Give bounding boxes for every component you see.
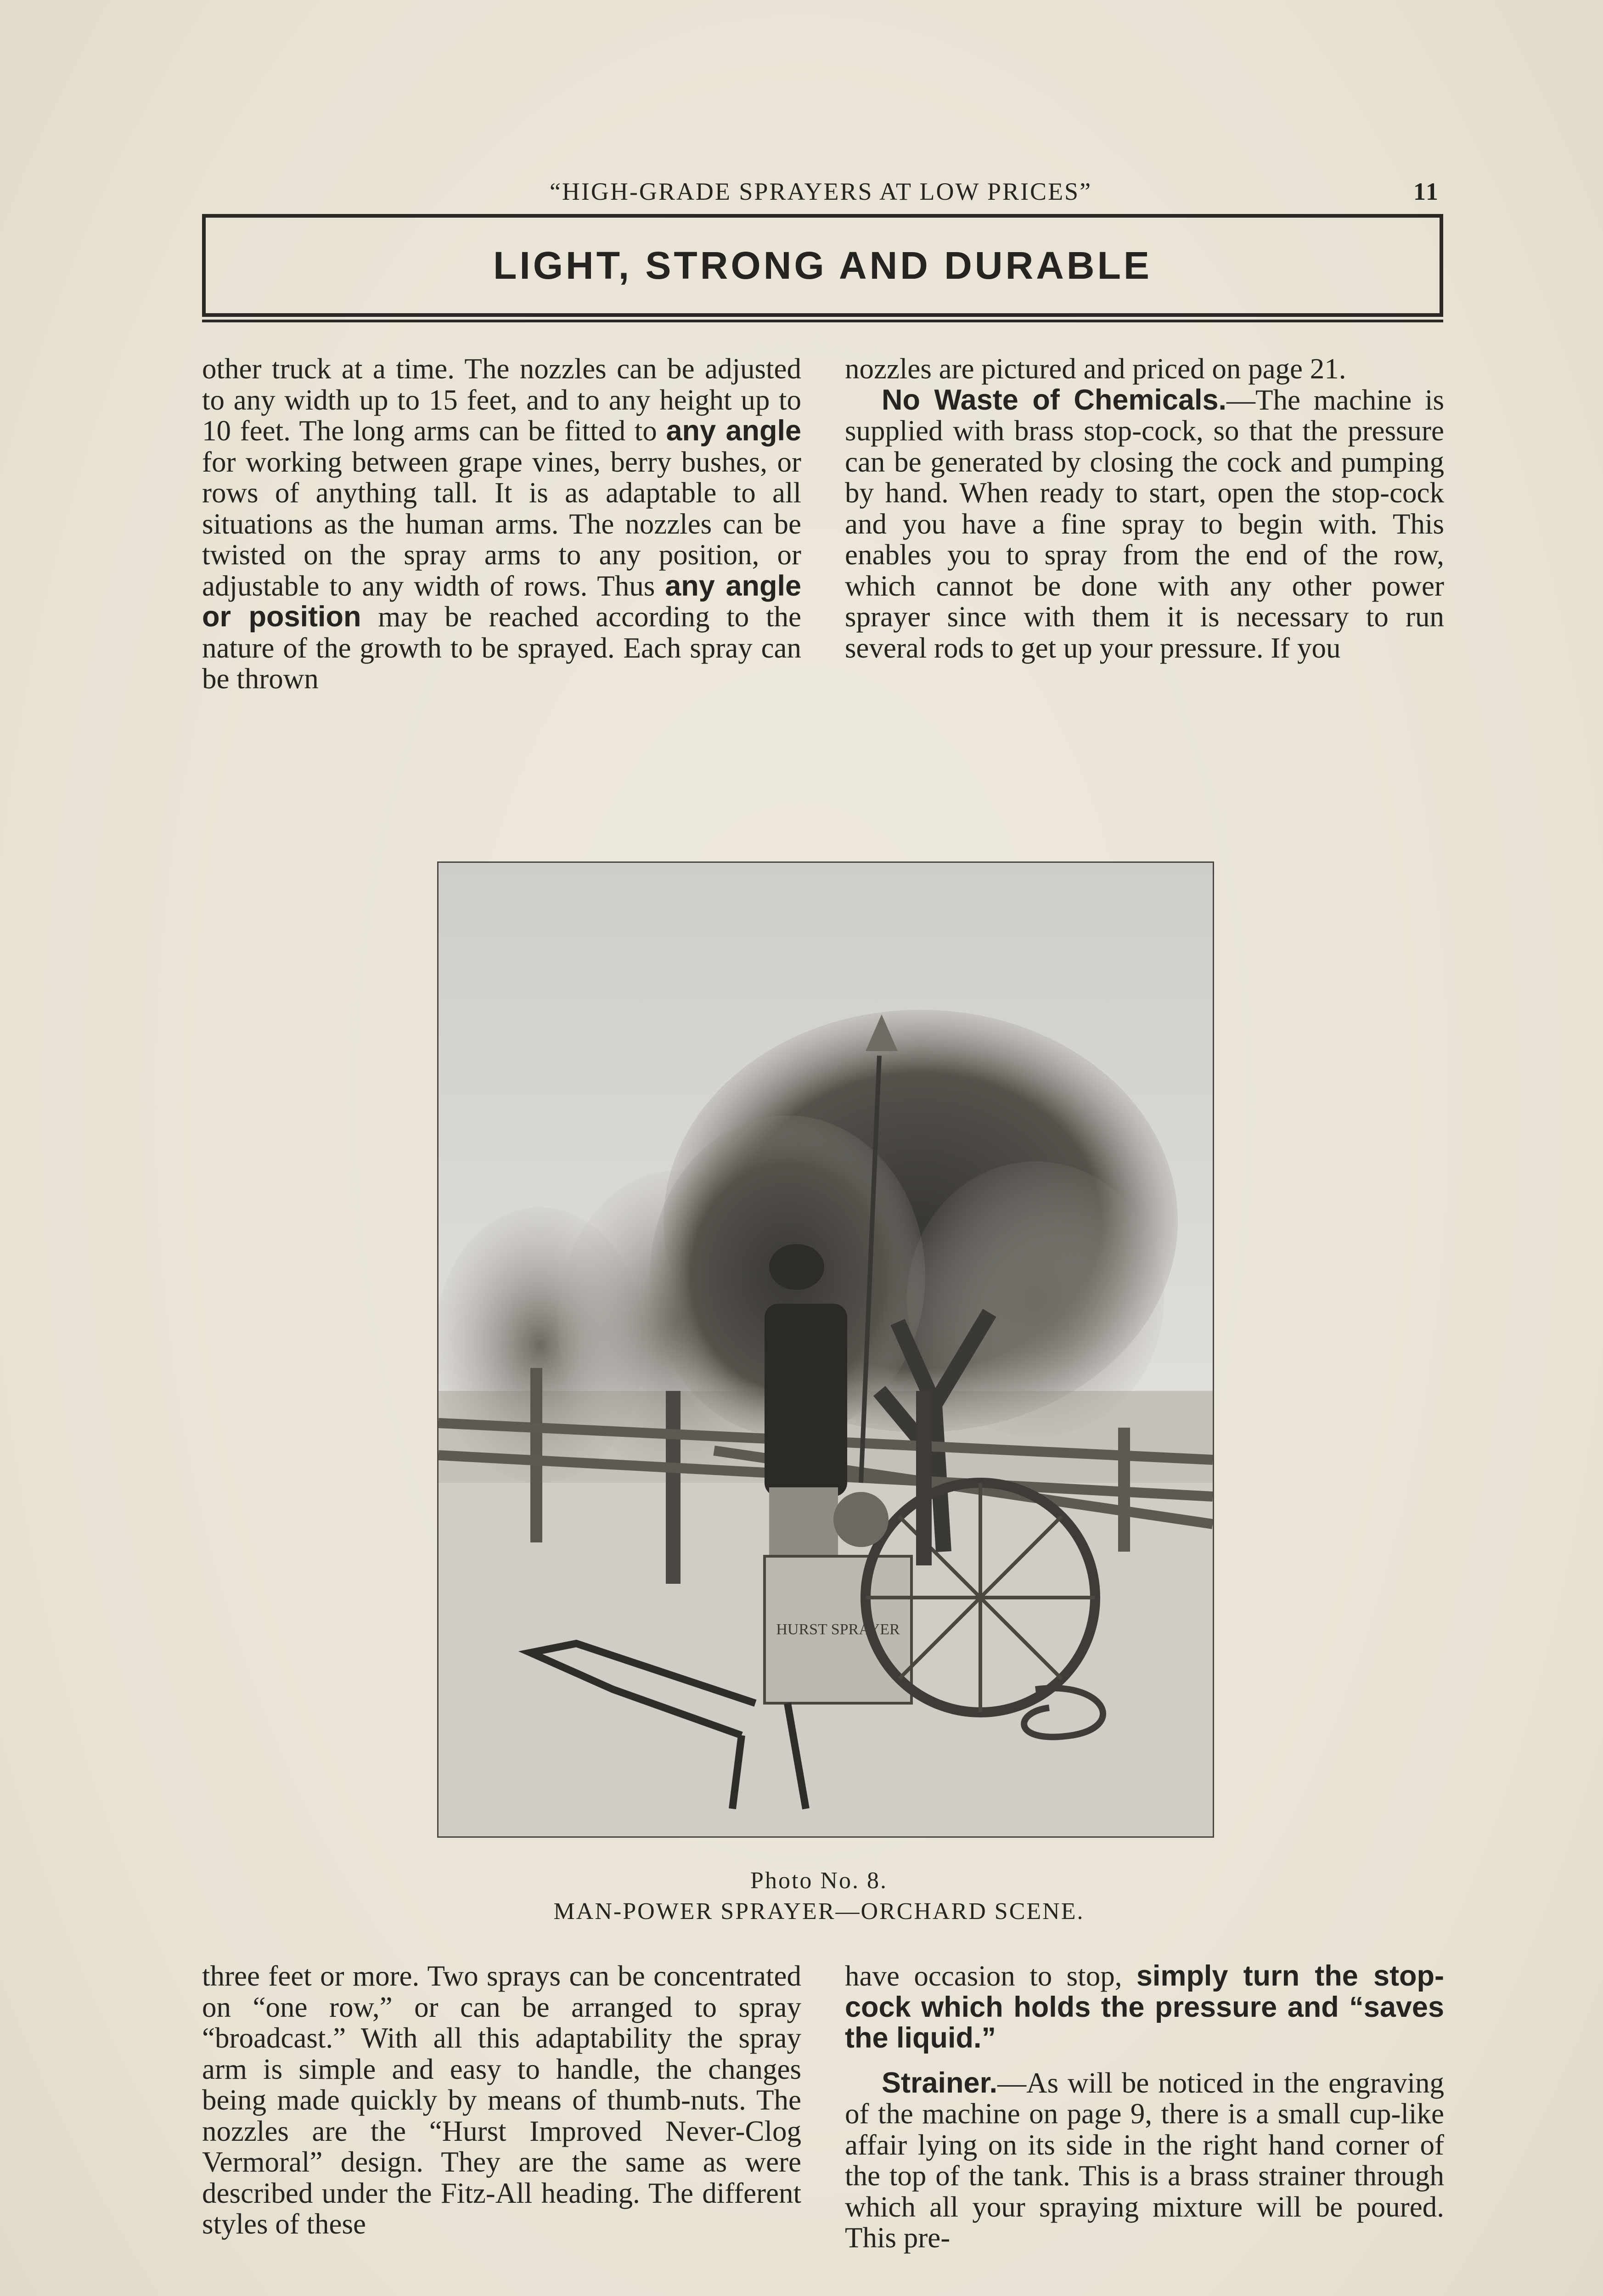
orchard-illustration [439, 863, 1213, 1836]
column-bottom-left [202, 1961, 801, 2240]
column-bottom-right [845, 1961, 1444, 2254]
photo-caption-title: MAN-POWER SPRAYER—ORCHARD SCENE. [553, 1898, 1085, 1925]
text-run: —As will be noticed in the engraving of the machine on page 9, there is a small cup-like affair lying on its side in the right hand corner of the top of the tank. This is a brass strainer through which all your spraying mixture will be poured. This pre- [845, 2066, 1444, 2254]
column-top-right [845, 354, 1444, 664]
paragraph [845, 385, 1444, 664]
paragraph-heading: Strainer. [882, 2066, 998, 2099]
text-run: other truck at a time. The nozzles can be adjusted to any width up to 15 feet, and to any height up to 10 feet. The long arms can be fitted to [202, 353, 801, 447]
section-title-box [202, 214, 1443, 317]
paragraph: nozzles are pictured and priced on page 21. [845, 353, 1346, 385]
running-head [202, 177, 1440, 209]
text-run: have occasion to stop, [845, 1960, 1136, 1992]
bold-run: any angle or position [202, 569, 802, 633]
text-run: may be reached according to the nature of the growth to be sprayed. Each spray can be thrown [202, 601, 801, 695]
paragraph [845, 2068, 1444, 2254]
page-number: 11 [1413, 178, 1440, 205]
sprayer-box-label: HURST SPRAYER [776, 1621, 900, 1638]
text-run: —The machine is supplied with brass stop-cock, so that the pressure can be generated by closing the cock and pumping by hand. When ready to start, open the stop-cock and you have a fine spray to begin with. This enables you to spray from the end of the row, which cannot be done with any other power sprayer since with them it is necessary to run several rods to get up your pressure. If you [845, 383, 1444, 664]
paragraph: three feet or more. Two sprays can be concentrated on “one row,” or can be arranged to spray “broadcast.” With all this adaptability the spray arm is simple and easy to handle, the changes being made quickly by means of thumb-nuts. The nozzles are the “Hurst Improved Never-Clog Vermoral” design. They are the same as were described under the Fitz-All heading. The different styles of these [202, 1960, 801, 2240]
orchard-photo-icon [437, 861, 1214, 1838]
bold-run: simply turn the stop-cock which holds the pressure and “saves the liquid.” [845, 1960, 1444, 2054]
column-top-left [202, 354, 801, 695]
paragraph [845, 1961, 1444, 2054]
running-title: “HIGH-GRADE SPRAYERS AT LOW PRICES” [549, 178, 1092, 205]
text-run: for working between grape vines, berry bushes, or rows of anything tall. It is as adaptable to all situations as the human arms. The nozzles can be twisted on the spray arms to any position, or adjustable to any width of rows. Thus [202, 445, 801, 602]
bold-run: any angle [666, 415, 801, 447]
photo-caption-number: Photo No. 8. [750, 1868, 888, 1894]
paragraph-heading: No Waste of Chemicals. [882, 383, 1227, 416]
section-title: LIGHT, STRONG AND DURABLE [493, 243, 1152, 287]
paragraph [202, 354, 801, 695]
